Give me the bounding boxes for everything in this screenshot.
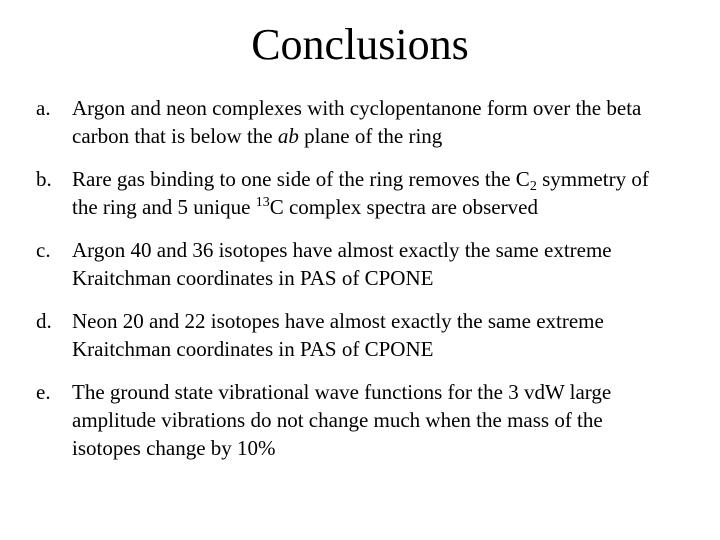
item-text: Argon 40 and 36 isotopes have almost exactly the same extreme Kraitchman coordinates in PAS of CPONE [72,238,612,290]
conclusions-list [36,94,676,477]
list-marker: d. [36,309,52,333]
item-text: Argon and neon complexes with cyclopentanone form over the beta carbon that is below the [72,96,642,148]
item-text: plane of the ring [298,124,443,148]
list-item-c [36,236,676,292]
item-text: Neon 20 and 22 isotopes have almost exactly the same extreme Kraitchman coordinates in PAS of CPONE [72,309,604,361]
list-marker: e. [36,380,51,404]
list-item-e [36,378,676,462]
list-marker: c. [36,238,51,262]
item-text: Rare gas binding to one side of the ring removes the C [72,167,530,191]
item-text: The ground state vibrational wave functions for the 3 vdW large amplitude vibrations do not change much when the mass of the isotopes change by 10% [72,380,612,460]
item-text: symmetry of the ring and 5 unique [72,167,649,219]
list-item-d [36,307,676,363]
list-item-b [36,165,676,221]
slide-title: Conclusions [251,20,469,69]
list-item-a [36,94,676,150]
list-marker: b. [36,167,52,191]
list-marker: a. [36,96,51,120]
item-text: C complex spectra are observed [269,195,538,219]
item-superscript: 13 [255,195,270,210]
item-subscript: 2 [529,179,537,194]
item-emphasis: ab [277,124,299,148]
